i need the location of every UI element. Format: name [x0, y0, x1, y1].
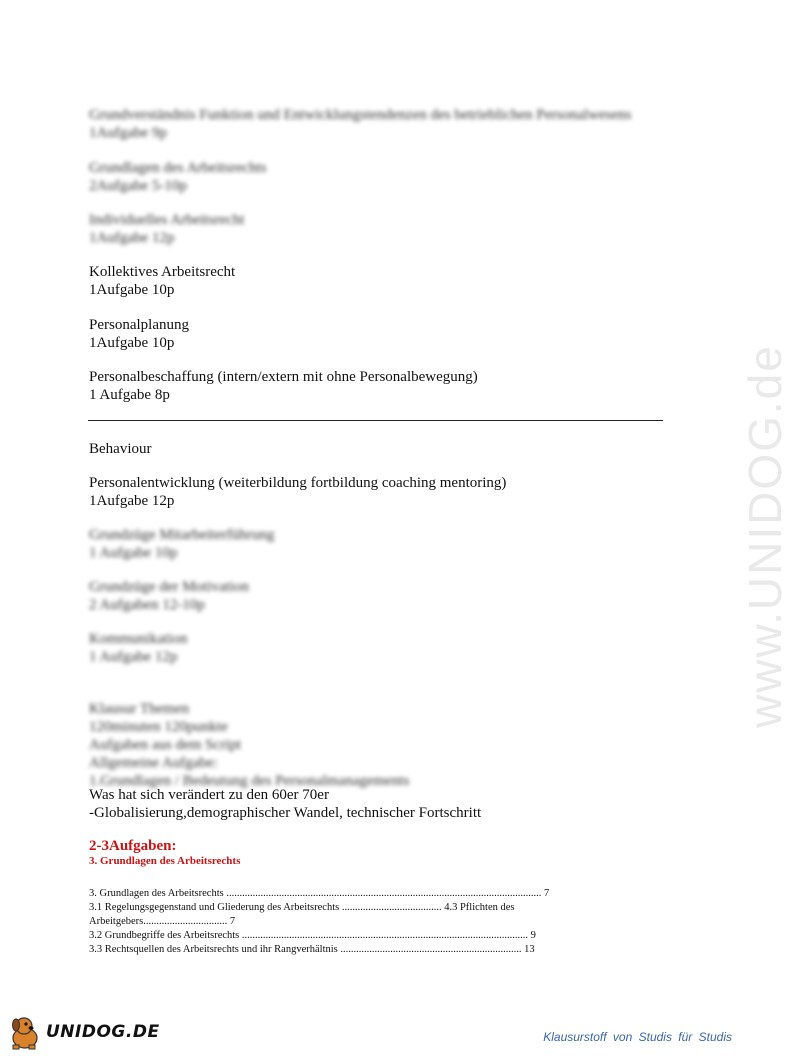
section-points: 1Aufgabe 12p — [89, 493, 175, 509]
klausur-line: 1.Grundlagen / Bedeutung des Personalmanagements — [89, 773, 410, 789]
section-points: 1Aufgabe 9p — [89, 125, 167, 141]
section-title: Grundlagen des Arbeitsrechts — [89, 160, 267, 176]
section-points: 1Aufgabe 10p — [89, 282, 175, 298]
section-block — [89, 474, 506, 510]
section-title: Kommunikation — [89, 631, 188, 647]
toc-line: 3. Grundlagen des Arbeitsrechts ........................................................................................................................ 7 — [89, 888, 550, 899]
toc-line: 3.3 Rechtsquellen des Arbeitsrechts und ihr Rangverhältnis ..................................................................... 13 — [89, 944, 535, 955]
section-title: Personalbeschaffung (intern/extern mit ohne Personalbewegung) — [89, 369, 478, 385]
toc-line: 3.2 Grundbegriffe des Arbeitsrechts ............................................................................................................. 9 — [89, 930, 536, 941]
section-title: Grundzüge Mitarbeiterführung — [89, 527, 275, 543]
klausur-line: Klausur Themen — [89, 701, 190, 717]
toc-line: 3.1 Regelungsgegenstand und Gliederung des Arbeitsrechts ...................................... 4.3 Pflichten des — [89, 902, 515, 913]
watermark: www.UNIDOG.de — [739, 344, 791, 728]
section-block — [89, 211, 244, 247]
section-title: Personalentwicklung (weiterbildung fortbildung coaching mentoring) — [89, 475, 507, 491]
section-points: 2 Aufgaben 12-10p — [89, 597, 205, 613]
section-title: Grundverständnis Funktion und Entwicklungstendenzen des betrieblichen Personalwesens — [89, 107, 632, 123]
section-title: Kollektives Arbeitsrecht — [89, 264, 236, 280]
behaviour-label: Behaviour — [89, 441, 152, 457]
section-title: Individuelles Arbeitsrecht — [89, 212, 245, 228]
section-points: 1Aufgabe 12p — [89, 230, 175, 246]
klausur-line: 120minuten 120punkte — [89, 719, 228, 735]
logo-text: UNIDOG.DE — [46, 1022, 160, 1042]
section-points: 1Aufgabe 10p — [89, 335, 175, 351]
table-of-contents — [89, 887, 649, 957]
section-title: Grundzüge der Motivation — [89, 579, 249, 595]
dog-icon — [6, 1014, 46, 1052]
horizontal-divider — [88, 420, 663, 421]
toc-line: Arbeitgebers................................ 7 — [89, 916, 236, 927]
section-points: 2Aufgabe 5-10p — [89, 178, 187, 194]
section-block — [89, 316, 189, 352]
question-line: Was hat sich verändert zu den 60er 70er — [89, 787, 329, 803]
section-title: Personalplanung — [89, 317, 189, 333]
red-heading-small: 3. Grundlagen des Arbeitsrechts — [89, 855, 241, 867]
klausur-line: Aufgaben aus dem Script — [89, 737, 242, 753]
section-block — [89, 159, 266, 195]
section-points: 1 Aufgabe 12p — [89, 649, 178, 665]
section-block — [89, 368, 478, 404]
section-block — [89, 526, 274, 562]
klausur-info — [89, 700, 409, 790]
answer-line: -Globalisierung,demographischer Wandel, technischer Fortschritt — [89, 805, 482, 821]
section-block — [89, 106, 631, 142]
section-points: 1 Aufgabe 8p — [89, 387, 170, 403]
unidog-logo — [6, 1014, 160, 1052]
section-block — [89, 263, 235, 299]
klausur-line: Allgemeine Aufgabe: — [89, 755, 218, 771]
section-block — [89, 630, 187, 666]
red-heading-large: 2-3Aufgaben: — [89, 838, 177, 854]
section-points: 1 Aufgabe 10p — [89, 545, 178, 561]
footer-slogan: Klausurstoff von Studis für Studis — [543, 1030, 732, 1044]
section-block — [89, 578, 249, 614]
